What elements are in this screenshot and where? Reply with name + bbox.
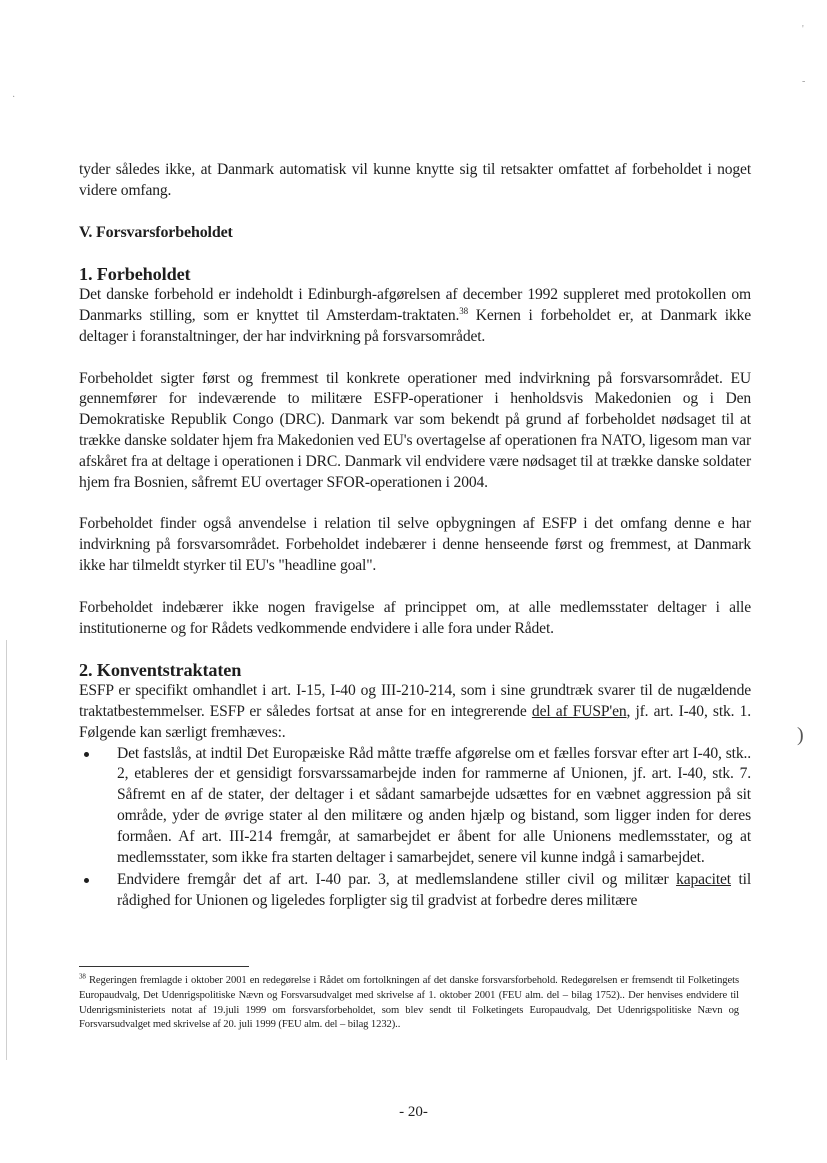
bullet-icon xyxy=(84,752,89,757)
left-margin-rule xyxy=(6,640,7,1060)
paragraph-operations: Forbeholdet sigter først og fremmest til konkrete operationer med indvirkning på forsvarsområdet. EU gennemfører for indeværende to militære ESFP-operationer i henholdsvis Makedonien og i Den Demokratiske Republik Congo (DRC). Danmark var som bekendt på grund af forbeholdet nødsaget til at trække danske soldater hjem fra Makedonien ved EU's overtagelse af operationen fra NATO, ligesom man var afskåret fra at deltage i operationen i DRC. Danmark vil endvidere være nødsaget til at trække danske soldater hjem fra Bosnien, såfremt EU overtager SFOR-operationen i 2004. xyxy=(79,369,751,491)
page-number: - 20- xyxy=(399,1104,428,1120)
underlined-phrase: del af FUSP'en xyxy=(531,702,627,720)
footnote-reference[interactable]: 38 xyxy=(459,305,468,316)
list-item xyxy=(79,744,751,869)
paragraph-text: Kernen i forbeholdet er, at Danmark ikke deltager i foranstaltninger, der har indvirkning på forsvarsområdet. xyxy=(79,306,752,345)
bullet-list xyxy=(79,744,751,912)
list-item-text: Endvidere fremgår det af art. I-40 par. 3, at medlemslandene stiller civil og militær xyxy=(117,871,677,889)
scan-speck: · xyxy=(12,92,16,103)
list-item-text: Det fastslås, at indtil Det Europæiske Råd måtte træffe afgørelse om et fælles forsvar efter art I-40, stk.. 2, etableres der et gensidigt forsvarssamarbejde inden for rammerne af Unionen, jf. art. I-40, stk. 7. Såfremt en af de stater, der deltager i et sådant samarbejde udsættes for en væbnet aggression på sit område, yder de øvrige stater al den militære og anden hjælp og bistand, som ligger inden for deres formåen. Af art. III-214 fremgår, at samarbejdet er åbent for alle Unionens medlemsstater, og at medlemsstater, som ikke fra starten deltager i samarbejdet, senere vil kunne indgå i samarbejdet. xyxy=(117,744,751,866)
footnote-text: Regeringen fremlagde i oktober 2001 en redegørelse i Rådet om fortolkningen af det danske forsvarsforbehold. Redegørelsen er fremsendt til Folketingets Europaudvalg, Det Udenrigspolitiske Nævn og Forsvarsudvalget med skrivelse af 1. oktober 2001 (FEU alm. del – bilag 1752).. Der henvises endvidere til Udenrigsministeriets notat af 19.juli 1999 om forsvarsforbeholdet, som blev sendt til Folketingets Europaudvalg, Det Udenrigspolitiske Nævn og Forsvarsudvalget med skrivelse af 20. juli 1999 (FEU alm. del – bilag 1232).. xyxy=(79,975,739,1031)
subsection-heading-konventstraktaten: 2. Konventstraktaten xyxy=(79,660,242,681)
paragraph-forbehold-origin xyxy=(79,285,751,347)
section-heading: V. Forsvarsforbeholdet xyxy=(79,223,233,241)
list-item-text: til rådighed for Unionen og ligeledes forpligter sig til gradvist at forbedre deres militære xyxy=(117,871,752,910)
paragraph-text: , jf. art. I-40, stk. 1. Følgende kan særligt fremhæves:. xyxy=(79,702,751,741)
underlined-phrase: kapacitet xyxy=(676,871,731,889)
paragraph-esfp-articles xyxy=(79,681,751,743)
body-text xyxy=(79,160,751,914)
intro-paragraph: tyder således ikke, at Danmark automatisk vil kunne knytte sig til retsakter omfattet af forbeholdet i noget videre omfang. xyxy=(79,161,751,199)
footnote-divider xyxy=(79,966,249,967)
footnote-number: 38 xyxy=(79,972,86,981)
margin-bracket-mark: ) xyxy=(797,724,804,746)
subsection-heading-forbeholdet: 1. Forbeholdet xyxy=(79,264,191,285)
scan-speck: ' xyxy=(802,24,804,35)
list-item xyxy=(79,870,751,912)
bullet-icon xyxy=(84,878,89,883)
paragraph-text: ESFP er specifikt omhandlet i art. I-15, I-40 og III-210-214, som i sine grundtræk svarer til de nugældende traktatbestemmelser. ESFP er således fortsat at anse for en integrerende xyxy=(79,682,751,720)
footnote xyxy=(79,974,739,1033)
scan-speck: - xyxy=(802,76,806,87)
paragraph-text: Det danske forbehold er indeholdt i Edinburgh-afgørelsen af december 1992 suppleret med protokollen om Danmarks stilling, som er knyttet til Amsterdam-traktaten. xyxy=(79,286,751,324)
paragraph-institutions: Forbeholdet indebærer ikke nogen fravigelse af princippet om, at alle medlemsstater deltager i alle institutionerne og for Rådets vedkommende endvidere i alle fora under Rådet. xyxy=(79,598,751,637)
paragraph-esfp-buildup: Forbeholdet finder også anvendelse i relation til selve opbygningen af ESFP i det omfang denne e har indvirkning på forsvarsområdet. Forbeholdet indebærer i denne henseende først og fremmest, at Danmark ikke har tilmeldt styrker til EU's "headline goal". xyxy=(79,515,751,574)
